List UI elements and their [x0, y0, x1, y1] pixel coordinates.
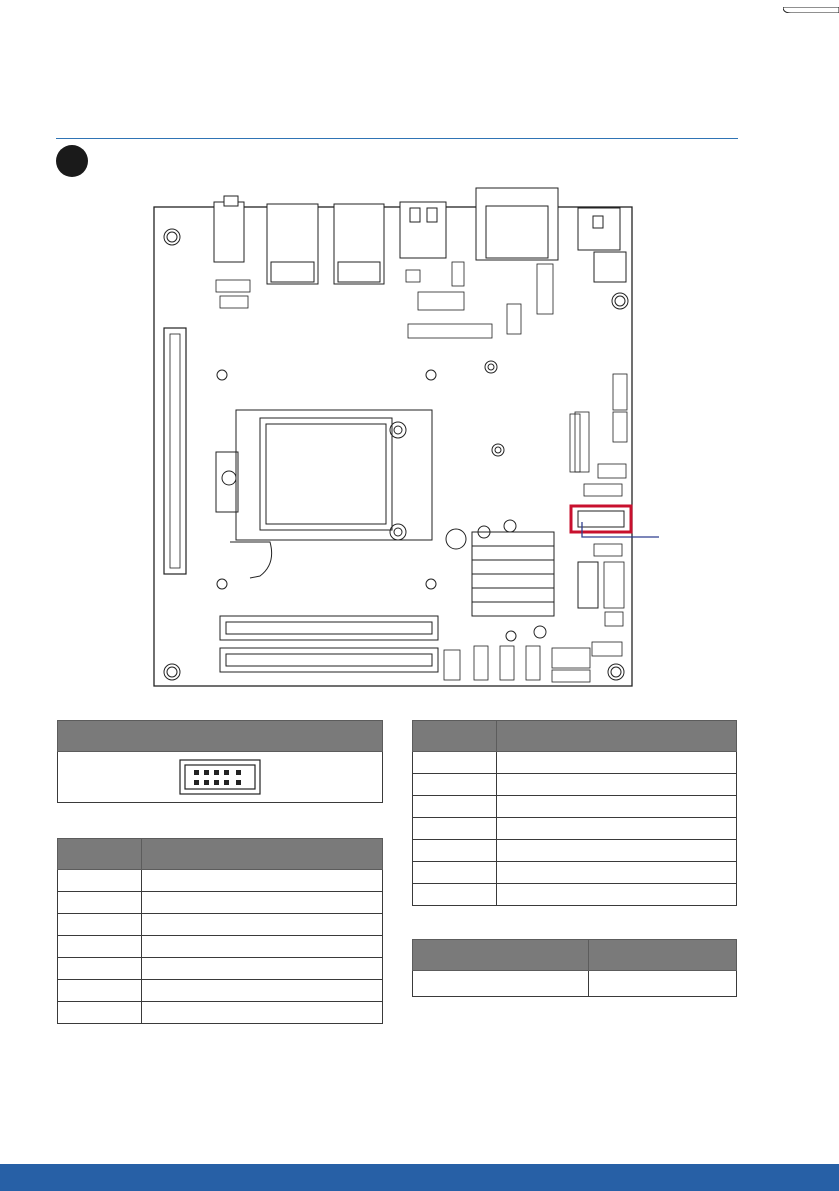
connector-image-table — [57, 720, 383, 803]
table-row — [58, 980, 383, 1002]
pin-cell — [413, 752, 497, 774]
pin-cell — [413, 840, 497, 862]
item-cell — [413, 971, 589, 997]
table-row — [58, 1002, 383, 1024]
pin-definition-table-left — [57, 838, 383, 1024]
pin-cell — [58, 958, 142, 980]
pin-cell — [58, 892, 142, 914]
signal-cell — [142, 892, 383, 914]
section-divider — [56, 138, 738, 139]
footer-bar — [0, 1164, 839, 1191]
pin-definition-table-right — [412, 720, 737, 906]
signal-cell — [497, 752, 737, 774]
col-header-signal — [142, 839, 383, 870]
signal-cell — [497, 774, 737, 796]
col-header-item — [413, 940, 589, 971]
pin-cell — [413, 818, 497, 840]
table-row — [413, 840, 737, 862]
pin-cell — [58, 1002, 142, 1024]
pin-cell — [58, 936, 142, 958]
pin-cell — [58, 870, 142, 892]
table-row — [413, 752, 737, 774]
table-row — [58, 914, 383, 936]
value-cell — [589, 971, 737, 997]
signal-cell — [142, 980, 383, 1002]
table-row — [58, 958, 383, 980]
table-row — [58, 936, 383, 958]
table-row — [413, 796, 737, 818]
connector-image-cell — [58, 752, 383, 803]
page-corner-mark — [783, 0, 839, 6]
section-bullet-icon — [56, 145, 88, 177]
pin-header-connector-icon — [179, 759, 261, 795]
col-header-value — [589, 940, 737, 971]
motherboard-diagram — [150, 186, 670, 690]
pin-cell — [413, 884, 497, 906]
pin-cell — [58, 914, 142, 936]
table-row — [413, 774, 737, 796]
signal-cell — [497, 884, 737, 906]
pin-cell — [413, 774, 497, 796]
table-row — [413, 818, 737, 840]
connector-table-header — [58, 721, 383, 752]
signal-cell — [142, 958, 383, 980]
col-header-signal — [497, 721, 737, 752]
col-header-pin — [413, 721, 497, 752]
signal-cell — [497, 818, 737, 840]
table-row — [58, 870, 383, 892]
pin-cell — [413, 862, 497, 884]
signal-cell — [497, 840, 737, 862]
signal-cell — [142, 1002, 383, 1024]
pin-cell — [58, 980, 142, 1002]
col-header-pin — [58, 839, 142, 870]
table-row — [413, 971, 737, 997]
motherboard-layout-icon — [150, 186, 670, 690]
table-row — [58, 892, 383, 914]
signal-cell — [497, 796, 737, 818]
signal-cell — [142, 870, 383, 892]
pin-cell — [413, 796, 497, 818]
signal-cell — [142, 936, 383, 958]
table-row — [413, 884, 737, 906]
connector-info-table — [412, 939, 737, 997]
signal-cell — [497, 862, 737, 884]
table-row — [413, 862, 737, 884]
signal-cell — [142, 914, 383, 936]
